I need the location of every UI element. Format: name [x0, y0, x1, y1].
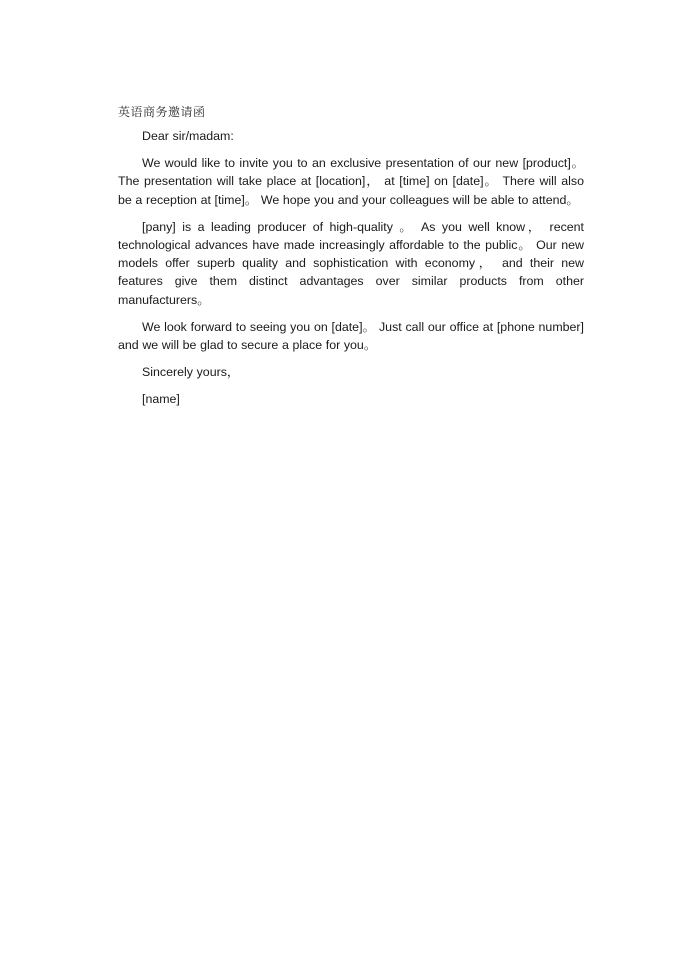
paragraph-company: [pany] is a leading producer of high-quality 。 As you well know， recent technological advances have made increasingly affordable to the public。 Our new models offer superb quality and sophistication with economy， and their new features give them distinct advantages over similar products from other manufacturers。 [118, 219, 584, 307]
greeting: Dear sir/madam: [142, 129, 234, 143]
letter-body [118, 127, 584, 418]
paragraph-invitation: We would like to invite you to an exclusive presentation of our new [product]。 The presentation will take place at [location]， at [time] on [date]。 There will also be a reception at [time]。 We hope you and your colleagues will be able to attend。 [118, 156, 584, 207]
signature: [name] [142, 392, 180, 407]
document-title: 英语商务邀请函 [118, 105, 206, 119]
closing: Sincerely yours， [142, 365, 240, 380]
paragraph-closing-request: We look forward to seeing you on [date]。 Just call our office at [phone number] and we will be glad to secure a place for you。 [118, 319, 584, 353]
